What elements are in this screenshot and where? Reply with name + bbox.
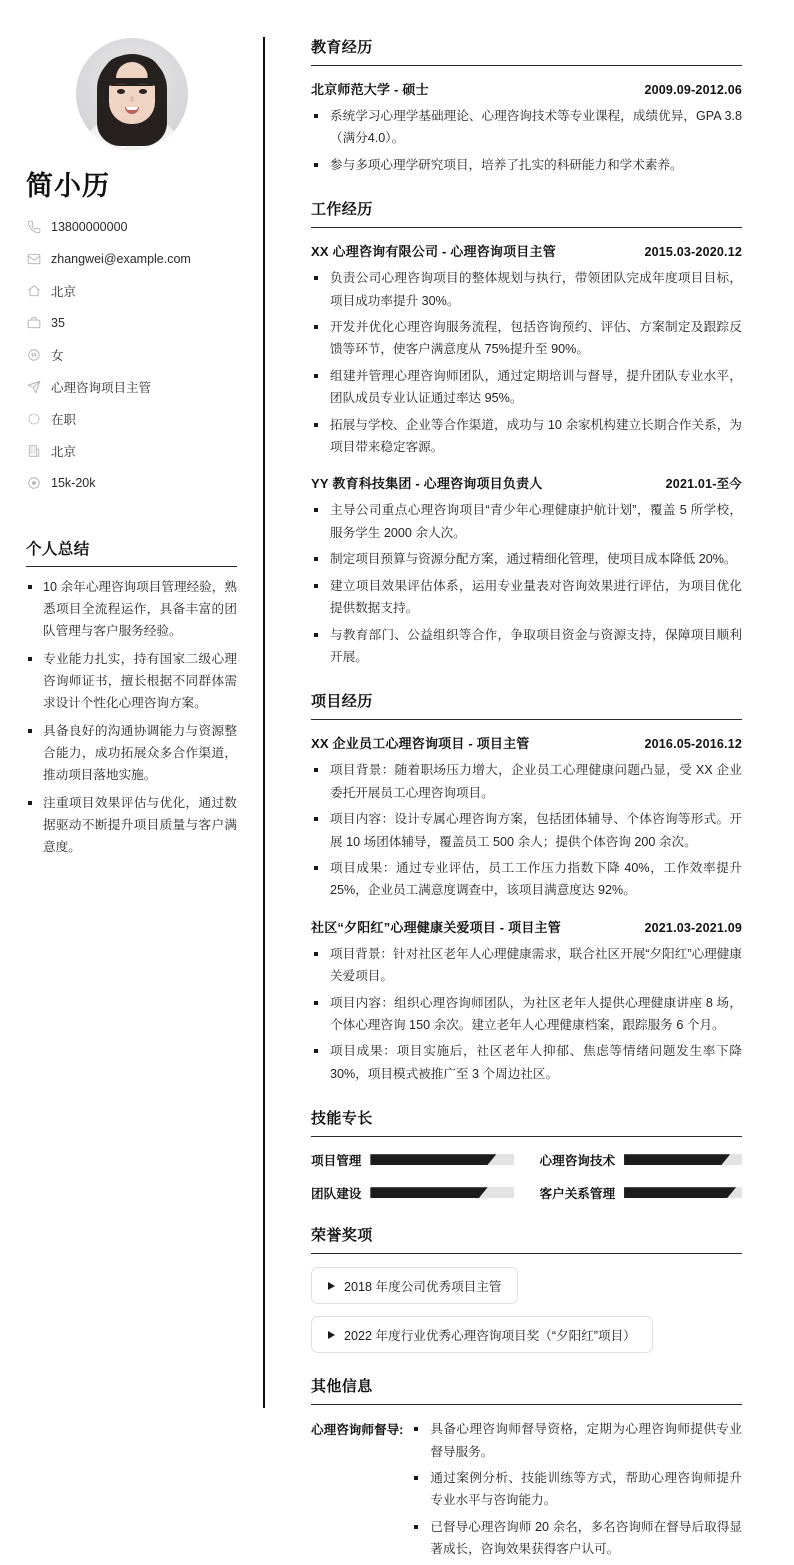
- entry-bullet-list: [311, 267, 742, 458]
- contact-value: 心理咨询项目主管: [51, 380, 152, 395]
- paper-plane-icon: [26, 379, 41, 394]
- skill-item: [540, 1150, 743, 1169]
- skill-bar-fill: [624, 1187, 736, 1198]
- section-heading: 教育经历: [311, 36, 742, 66]
- triangle-right-icon: [328, 1331, 335, 1339]
- entry-title: XX 心理咨询有限公司 - 心理咨询项目主管: [311, 244, 556, 260]
- contact-item-status: [26, 408, 237, 429]
- contact-value: 北京: [51, 284, 77, 299]
- entry-header: [311, 473, 742, 492]
- contact-item-city: [26, 440, 237, 461]
- contact-item-age: [26, 312, 237, 333]
- award-chip[interactable]: [311, 1316, 653, 1353]
- contact-value: 13800000000: [51, 219, 128, 234]
- list-item: 负责公司心理咨询项目的整体规划与执行，带领团队完成年度项目目标，项目成功率提升 30%。: [311, 267, 742, 312]
- project-entry: [311, 917, 742, 1085]
- list-item: 开发并优化心理咨询服务流程，包括咨询预约、评估、方案制定及跟踪反馈等环节，使客户满意度从 75%提升至 90%。: [311, 316, 742, 361]
- entry-title: 社区“夕阳红”心理健康关爱项目 - 项目主管: [311, 919, 561, 935]
- triangle-right-icon: [328, 1282, 335, 1290]
- list-item: 具备良好的沟通协调能力与资源整合能力，成功拓展众多合作渠道，推动项目落地实施。: [26, 721, 237, 786]
- section-heading: 个人总结: [26, 537, 237, 567]
- section-education: [311, 36, 742, 176]
- avatar: [76, 38, 188, 150]
- list-item: 项目成果：项目实施后，社区老年人抑郁、焦虑等情绪问题发生率下降 30%，项目模式被推广至 3 个周边社区。: [311, 1040, 742, 1085]
- list-item: 系统学习心理学基础理论、心理咨询技术等专业课程，成绩优异，GPA 3.8（满分4.0）。: [311, 105, 742, 150]
- entry-bullet-list: [311, 105, 742, 176]
- skill-label: 团队建设: [311, 1187, 362, 1202]
- section-project-experience: [311, 690, 742, 1085]
- gender-icon: [26, 347, 41, 362]
- building-icon: [26, 443, 41, 458]
- contact-value: 35: [51, 315, 65, 330]
- contact-item-phone: [26, 216, 237, 237]
- entry-date: 2015.03-2020.12: [644, 245, 742, 260]
- skill-bar-fill: [370, 1154, 496, 1165]
- skill-label: 项目管理: [311, 1154, 362, 1169]
- other-bullet-list: [411, 1418, 742, 1564]
- contact-item-location: [26, 280, 237, 301]
- list-item: 建立项目效果评估体系，运用专业量表对咨询效果进行评估，为项目优化提供数据支持。: [311, 575, 742, 620]
- entry-title: YY 教育科技集团 - 心理咨询项目负责人: [311, 476, 543, 492]
- skill-item: [540, 1183, 743, 1202]
- section-other-info: [311, 1375, 742, 1564]
- skill-item: [311, 1150, 514, 1169]
- contact-value: 北京: [51, 444, 77, 459]
- list-item: 通过案例分析、技能训练等方式，帮助心理咨询师提升专业水平与咨询能力。: [411, 1467, 742, 1512]
- list-item: 主导公司重点心理咨询项目“青少年心理健康护航计划”，覆盖 5 所学校，服务学生 2000 余人次。: [311, 499, 742, 544]
- award-chip[interactable]: [311, 1267, 518, 1304]
- entry-bullet-list: [311, 943, 742, 1085]
- list-item: 10 余年心理咨询项目管理经验，熟悉项目全流程运作，具备丰富的团队管理与客户服务经验。: [26, 577, 237, 642]
- work-entry: [311, 473, 742, 668]
- skill-bar-fill: [624, 1154, 730, 1165]
- entry-bullet-list: [311, 499, 742, 668]
- skill-bar-track: [370, 1154, 513, 1165]
- column-divider: [263, 37, 265, 1408]
- list-item: 项目成果：通过专业评估，员工工作压力指数下降 40%，工作效率提升 25%，企业员工满意度调查中，该项目满意度达 92%。: [311, 857, 742, 902]
- briefcase-icon: [26, 315, 41, 330]
- education-entry: [311, 79, 742, 176]
- section-heading: 荣誉奖项: [311, 1224, 742, 1254]
- skill-bar-fill: [370, 1187, 487, 1198]
- list-item: 制定项目预算与资源分配方案，通过精细化管理，使项目成本降低 20%。: [311, 548, 742, 570]
- list-item: 项目背景：针对社区老年人心理健康需求，联合社区开展“夕阳红”心理健康关爱项目。: [311, 943, 742, 988]
- section-work-experience: [311, 198, 742, 668]
- list-item: 注重项目效果评估与优化，通过数据驱动不断提升项目质量与客户满意度。: [26, 793, 237, 858]
- candidate-name: 简小历: [26, 171, 110, 201]
- list-item: 参与多项心理学研究项目，培养了扎实的科研能力和学术素养。: [311, 154, 742, 176]
- contact-value: zhangwei@example.com: [51, 251, 191, 266]
- entry-header: [311, 79, 742, 98]
- sidebar: [0, 0, 263, 1448]
- skill-label: 心理咨询技术: [539, 1154, 616, 1169]
- work-entry: [311, 241, 742, 458]
- list-item: 与教育部门、公益组织等合作，争取项目资金与资源支持，保障项目顺利开展。: [311, 624, 742, 669]
- contact-item-gender: [26, 344, 237, 365]
- section-heading: 其他信息: [311, 1375, 742, 1405]
- award-label: 2022 年度行业优秀心理咨询项目奖（“夕阳红”项目）: [344, 1329, 636, 1344]
- entry-header: [311, 917, 742, 936]
- target-icon: [26, 475, 41, 490]
- entry-header: [311, 241, 742, 260]
- entry-date: 2009.09-2012.06: [644, 83, 742, 97]
- section-heading: 项目经历: [311, 690, 742, 720]
- list-item: 拓展与学校、企业等合作渠道，成功与 10 余家机构建立长期合作关系，为项目带来稳定客源。: [311, 414, 742, 459]
- section-personal-summary: [26, 537, 237, 858]
- awards-list: [311, 1267, 742, 1353]
- skill-bar-track: [624, 1154, 742, 1165]
- skill-bar-track: [370, 1187, 513, 1198]
- list-item: 项目内容：设计专属心理咨询方案，包括团体辅导、个体咨询等形式。开展 10 场团体辅导，覆盖员工 500 余人；提供个体咨询 200 余次。: [311, 808, 742, 853]
- entry-title: 北京师范大学 - 硕士: [311, 82, 429, 97]
- contact-list: [26, 216, 237, 493]
- list-item: 具备心理咨询师督导资格，定期为心理咨询师提供专业督导服务。: [411, 1418, 742, 1463]
- award-label: 2018 年度公司优秀项目主管: [344, 1280, 502, 1295]
- section-skills: [311, 1107, 742, 1202]
- list-item: 专业能力扎实，持有国家二级心理咨询师证书，擅长根据不同群体需求设计个性化心理咨询方案。: [26, 649, 237, 714]
- list-item: 组建并管理心理咨询师团队，通过定期培训与督导，提升团队专业水平，团队成员专业认证通过率达 95%。: [311, 365, 742, 410]
- contact-value: 女: [51, 348, 64, 363]
- contact-value: 15k-20k: [51, 475, 96, 490]
- section-heading: 技能专长: [311, 1107, 742, 1137]
- summary-bullet-list: [26, 577, 237, 858]
- home-icon: [26, 283, 41, 298]
- phone-icon: [26, 219, 41, 234]
- other-info-row: [311, 1418, 742, 1564]
- contact-value: 在职: [51, 412, 77, 427]
- contact-item-email: [26, 248, 237, 269]
- main-column: [263, 0, 794, 1557]
- envelope-icon: [26, 251, 41, 266]
- entry-date: 2016.05-2016.12: [644, 737, 742, 752]
- refresh-icon: [26, 411, 41, 426]
- list-item: 项目内容：组织心理咨询师团队，为社区老年人提供心理健康讲座 8 场，个体心理咨询 150 余次。建立老年人心理健康档案，跟踪服务 6 个月。: [311, 992, 742, 1037]
- entry-title: XX 企业员工心理咨询项目 - 项目主管: [311, 736, 530, 752]
- contact-item-position: [26, 376, 237, 397]
- skill-bar-track: [624, 1187, 742, 1198]
- entry-bullet-list: [311, 759, 742, 901]
- section-heading: 工作经历: [311, 198, 742, 228]
- list-item: 已督导心理咨询师 20 余名，多名咨询师在督导后取得显著成长，咨询效果获得客户认可。: [411, 1516, 742, 1561]
- project-entry: [311, 733, 742, 901]
- list-item: 项目背景：随着职场压力增大，企业员工心理健康问题凸显，受 XX 企业委托开展员工心理咨询项目。: [311, 759, 742, 804]
- skill-label: 客户关系管理: [539, 1187, 616, 1202]
- skills-grid: [311, 1150, 742, 1202]
- entry-header: [311, 733, 742, 752]
- entry-date: 2021.03-2021.09: [644, 920, 742, 935]
- skill-item: [311, 1183, 514, 1202]
- other-info-label: 心理咨询师督导:: [311, 1423, 404, 1438]
- contact-item-salary: [26, 472, 237, 493]
- avatar-wrapper: [26, 38, 237, 150]
- section-awards: [311, 1224, 742, 1353]
- entry-date: 2021.01-至今: [665, 477, 742, 492]
